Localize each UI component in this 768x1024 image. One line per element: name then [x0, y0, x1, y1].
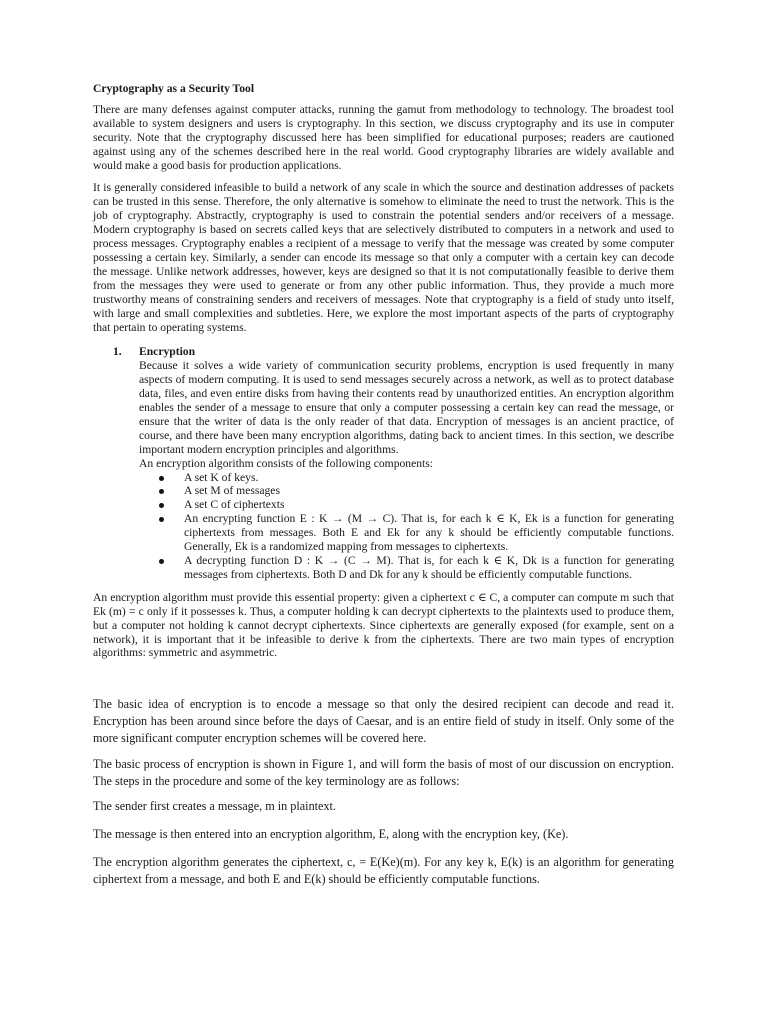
paragraph-basic-idea: The basic idea of encryption is to encode a message so that only the desired recipient can decode and read it. Encryption has been around since before the days of Caesar, and is an entire field of study in itself. Only some of the more significant computer encryption schemes will be covered here.	[93, 697, 674, 745]
bullet-icon	[159, 503, 164, 508]
list-item-text: A decrypting function D : K → (C → M). That is, for each k ∈ K, Dk is a function for generating messages from ciphertexts. Both D and Dk for any k should be efficiently computable functions.	[184, 554, 674, 581]
list-item	[139, 554, 674, 582]
list-item-text: A set C of ciphertexts	[184, 498, 285, 512]
list-item-text: A set K of keys.	[184, 470, 259, 484]
list-item	[139, 471, 674, 485]
list-item-text: An encrypting function E : K → (M → C). That is, for each k ∈ K, Ek is a function for generating ciphertexts from messages. Both E and Ek for any k should be efficiently computable functions. Generally, Ek is a randomized mapping from messages to ciphertexts.	[184, 512, 674, 554]
list-item	[139, 484, 674, 498]
paragraph-network-trust: It is generally considered infeasible to build a network of any scale in which the source and destination addresses of packets can be trusted in this sense. Therefore, the only alternative is somehow to eliminate the need to trust the network. This is the job of cryptography. Abstractly, cryptography is used to constrain the potential senders and/or receivers of a message. Modern cryptography is based on secrets called keys that are selectively distributed to computers in a network and used to process messages. Cryptography enables a recipient of a message to verify that the message was created by some computer possessing a certain key. Similarly, a sender can encode its message so that only a computer with a certain key can decode the message. Unlike network addresses, however, keys are designed so that it is not computationally feasible to derive them from the messages they were used to generate or from any other public information. Thus, they provide a much more trustworthy means of constraining senders and receivers of messages. Note that cryptography is a field of study unto itself, with large and small complexities and subtleties. Here, we explore the most important aspects of the parts of cryptography that pertain to operating systems.	[93, 181, 674, 334]
section-heading	[113, 345, 674, 359]
components-list	[139, 471, 674, 582]
section-title: Encryption	[139, 345, 196, 359]
list-item	[139, 498, 674, 512]
paragraph-basic-process: The basic process of encryption is shown in Figure 1, and will form the basis of most of our discussion on encryption. The steps in the procedure and some of the key terminology are as follows:	[93, 756, 674, 788]
paragraph-step-sender: The sender first creates a message, m in plaintext.	[93, 799, 336, 814]
bullet-icon	[159, 559, 164, 564]
list-item	[139, 512, 674, 554]
bullet-icon	[159, 517, 164, 522]
paragraph-step-algorithm: The message is then entered into an encryption algorithm, E, along with the encryption key, (Ke).	[93, 827, 569, 842]
paragraph-intro: There are many defenses against computer attacks, running the gamut from methodology to technology. The broadest tool available to system designers and users is cryptography. In this section, we discuss cryptography and its use in computer security. Note that the cryptography discussed here has been simplified for educational purposes; readers are cautioned against using any of the schemes described here in the real world. Good cryptography libraries are widely available and would make a good basis for production applications.	[93, 102, 674, 172]
section-number: 1.	[113, 345, 122, 359]
paragraph-step-ciphertext: The encryption algorithm generates the ciphertext, c, = E(Ke)(m). For any key k, E(k) is an algorithm for generating ciphertext from a message, and both E and E(k) should be efficiently computable functions.	[93, 854, 674, 886]
paragraph-encryption-body: Because it solves a wide variety of communication security problems, encryption is used frequently in many aspects of modern computing. It is used to send messages securely across a network, as well as to protect database data, files, and even entire disks from having their contents read by unauthorized entities. An encryption algorithm enables the sender of a message to ensure that only a computer possessing a certain key can read the message, or ensure that the writer of data is the only reader of that data. Encryption of messages is an ancient practice, of course, and there have been many encryption algorithms, dating back to ancient times. In this section, we describe important modern encryption principles and algorithms.	[139, 359, 674, 456]
bullet-icon	[159, 489, 164, 494]
paragraph-essential-property: An encryption algorithm must provide this essential property: given a ciphertext c ∈ C, a computer can compute m such that Ek (m) = c only if it possesses k. Thus, a computer holding k can decrypt ciphertexts to the plaintexts used to produce them, but a computer not holding k cannot decrypt ciphertexts. Since ciphertexts are generally exposed (for example, sent on a network), it is important that it be infeasible to derive k from the ciphertexts. There are two main types of encryption algorithms: symmetric and asymmetric.	[93, 590, 674, 660]
document-title: Cryptography as a Security Tool	[93, 82, 255, 95]
paragraph-components-intro: An encryption algorithm consists of the following components:	[139, 456, 433, 470]
bullet-icon	[159, 476, 164, 481]
document-page	[93, 82, 674, 888]
list-item-text: A set M of messages	[184, 484, 280, 498]
